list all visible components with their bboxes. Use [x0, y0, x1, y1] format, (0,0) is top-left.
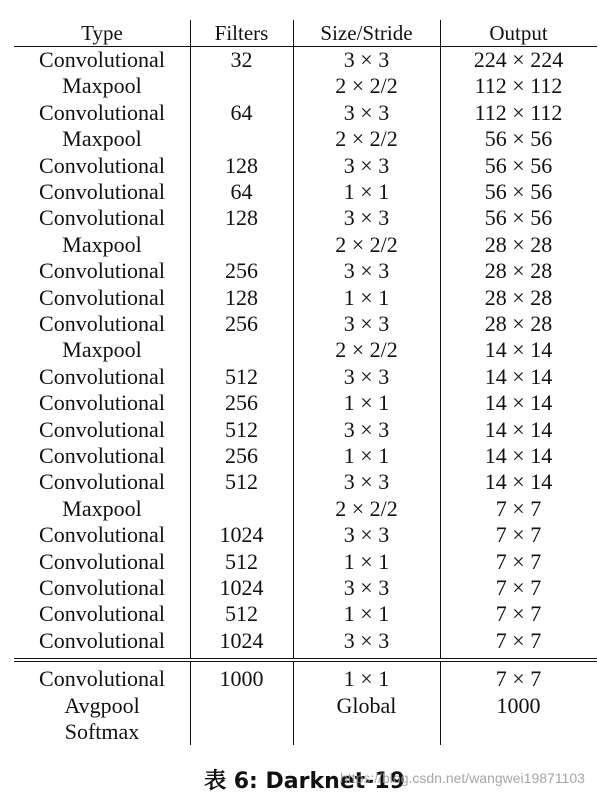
table-row	[14, 522, 597, 548]
table-row	[14, 469, 597, 495]
cell-size-stride: 1 × 1	[343, 666, 390, 692]
cell-filters: 32	[230, 47, 253, 72]
cell-type: Convolutional	[39, 390, 165, 416]
cell-output: 28 × 28	[484, 284, 553, 310]
cell-output: Output	[489, 21, 548, 45]
cell-filters: 256	[225, 443, 258, 468]
cell-output: 112 × 112	[474, 99, 563, 125]
table-header-row	[14, 20, 597, 46]
cell-size-stride: 3 × 3	[343, 416, 390, 442]
cell-filters: 256	[225, 311, 258, 336]
cell-type: Convolutional	[39, 548, 165, 574]
cell-filters	[190, 693, 293, 719]
cell-type: Convolutional	[39, 47, 165, 72]
cell-type: Convolutional	[39, 99, 165, 125]
cell-filters: 512	[225, 548, 258, 574]
cell-filters: 512	[225, 601, 258, 627]
cell-type: Maxpool	[62, 126, 142, 152]
cell-size-stride: 3 × 3	[343, 311, 390, 336]
cell-type: Convolutional	[39, 311, 165, 336]
table-row	[14, 719, 597, 745]
cell-type: Convolutional	[39, 152, 165, 178]
section-rule-bottom	[14, 661, 597, 662]
cell-size-stride: Global	[336, 692, 397, 718]
cell-output: 28 × 28	[484, 258, 553, 284]
cell-output: 28 × 28	[484, 231, 553, 257]
cell-output: 14 × 14	[484, 469, 553, 495]
cell-size-stride: 1 × 1	[343, 548, 390, 574]
table-row	[14, 258, 597, 284]
cell-output: 56 × 56	[484, 126, 553, 152]
cell-type: Convolutional	[39, 416, 165, 442]
cell-output: 56 × 56	[484, 152, 553, 178]
cell-filters: 128	[225, 284, 258, 310]
table-row	[14, 205, 597, 231]
table-row	[14, 575, 597, 601]
cell-filters: 1000	[219, 666, 264, 692]
cell-size-stride: Size/Stride	[320, 21, 413, 45]
cell-output: 14 × 14	[484, 337, 553, 363]
column-divider-top-2	[440, 20, 441, 658]
cell-filters	[190, 73, 293, 99]
cell-size-stride: 3 × 3	[343, 152, 390, 178]
table-row	[14, 628, 597, 654]
cell-output: 7 × 7	[495, 575, 542, 600]
cell-type: Convolutional	[39, 522, 165, 548]
cell-type: Convolutional	[39, 284, 165, 310]
table-row	[14, 311, 597, 337]
cell-output: 56 × 56	[484, 179, 553, 204]
cell-size-stride: 2 × 2/2	[335, 495, 398, 521]
table-row	[14, 666, 597, 692]
cell-filters: 64	[230, 99, 253, 125]
cell-type: Avgpool	[64, 692, 140, 718]
table-row	[14, 443, 597, 469]
table-row	[14, 390, 597, 416]
cell-output: 7 × 7	[495, 627, 542, 653]
cell-output: 56 × 56	[484, 205, 553, 231]
cell-size-stride: 2 × 2/2	[335, 73, 398, 99]
cell-size-stride: 1 × 1	[343, 179, 390, 204]
cell-size-stride: 3 × 3	[343, 363, 390, 389]
cell-output: 7 × 7	[495, 548, 542, 574]
column-divider-bottom-1	[293, 662, 294, 745]
cell-type: Softmax	[64, 719, 140, 744]
cell-type: Convolutional	[39, 601, 165, 627]
cell-output: 1000	[496, 692, 541, 718]
table-caption: 表 6: Darknet-19	[204, 769, 405, 794]
cell-filters: 256	[225, 390, 258, 416]
column-divider-bottom-0	[190, 662, 191, 745]
table-row	[14, 47, 597, 73]
cell-size-stride: 3 × 3	[343, 627, 390, 653]
table-row	[14, 337, 597, 363]
cell-size-stride: 2 × 2/2	[335, 126, 398, 152]
cell-type: Convolutional	[39, 666, 165, 692]
column-divider-top-1	[293, 20, 294, 658]
column-divider-bottom-2	[440, 662, 441, 745]
cell-output: 14 × 14	[484, 443, 553, 468]
cell-size-stride: 1 × 1	[343, 601, 390, 627]
cell-type: Convolutional	[39, 627, 165, 653]
cell-filters: 1024	[219, 627, 264, 653]
cell-filters	[190, 337, 293, 363]
cell-type: Type	[81, 21, 123, 45]
cell-size-stride: 3 × 3	[343, 522, 390, 548]
watermark-url: https://blog.csdn.net/wangwei19871103	[340, 770, 585, 786]
section-rule-top	[14, 658, 597, 659]
cell-filters: 256	[225, 258, 258, 284]
cell-type: Convolutional	[39, 179, 165, 204]
table-row	[14, 179, 597, 205]
cell-filters: 128	[225, 205, 258, 231]
table-row	[14, 285, 597, 311]
cell-size-stride: 3 × 3	[343, 205, 390, 231]
cell-size-stride: 3 × 3	[343, 47, 390, 72]
cell-size-stride: 1 × 1	[343, 390, 390, 416]
table-row	[14, 364, 597, 390]
cell-size-stride: 1 × 1	[343, 284, 390, 310]
cell-type: Convolutional	[39, 363, 165, 389]
cell-type: Convolutional	[39, 469, 165, 495]
cell-size-stride	[293, 719, 440, 745]
cell-filters: 1024	[219, 522, 264, 548]
cell-type: Maxpool	[62, 337, 142, 363]
cell-output: 7 × 7	[495, 666, 542, 692]
cell-filters	[190, 232, 293, 258]
cell-filters: 512	[225, 363, 258, 389]
table-row	[14, 549, 597, 575]
table-row	[14, 232, 597, 258]
cell-filters: 512	[225, 469, 258, 495]
cell-output: 14 × 14	[484, 416, 553, 442]
cell-output: 14 × 14	[484, 390, 553, 416]
cell-output: 7 × 7	[495, 495, 542, 521]
cell-filters	[190, 496, 293, 522]
table-row	[14, 100, 597, 126]
cell-type: Convolutional	[39, 258, 165, 284]
cell-size-stride: 3 × 3	[343, 469, 390, 495]
cell-type: Convolutional	[39, 575, 165, 600]
cell-output: 14 × 14	[484, 363, 553, 389]
column-divider-top-0	[190, 20, 191, 658]
table-row	[14, 126, 597, 152]
cell-filters: 512	[225, 416, 258, 442]
cell-output: 7 × 7	[495, 601, 542, 627]
cell-output: 28 × 28	[484, 311, 553, 336]
cell-output: 7 × 7	[495, 522, 542, 548]
cell-output: 224 × 224	[473, 47, 564, 72]
cell-filters	[190, 719, 293, 745]
cell-size-stride: 1 × 1	[343, 443, 390, 468]
table-row	[14, 693, 597, 719]
cell-filters	[190, 126, 293, 152]
cell-filters: 128	[225, 152, 258, 178]
table-row	[14, 417, 597, 443]
cell-size-stride: 3 × 3	[343, 99, 390, 125]
cell-type: Maxpool	[62, 73, 142, 99]
cell-filters: 64	[230, 179, 253, 204]
table-row	[14, 496, 597, 522]
cell-type: Maxpool	[62, 495, 142, 521]
cell-filters: Filters	[214, 21, 269, 45]
cell-size-stride: 3 × 3	[343, 575, 390, 600]
cell-type: Convolutional	[39, 205, 165, 231]
cell-output: 112 × 112	[474, 73, 563, 99]
table-row	[14, 73, 597, 99]
table-row	[14, 153, 597, 179]
cell-size-stride: 2 × 2/2	[335, 231, 398, 257]
cell-filters: 1024	[219, 575, 264, 600]
cell-size-stride: 2 × 2/2	[335, 337, 398, 363]
cell-type: Maxpool	[62, 231, 142, 257]
table-row	[14, 601, 597, 627]
cell-type: Convolutional	[39, 443, 165, 468]
cell-output	[440, 719, 597, 745]
cell-size-stride: 3 × 3	[343, 258, 390, 284]
